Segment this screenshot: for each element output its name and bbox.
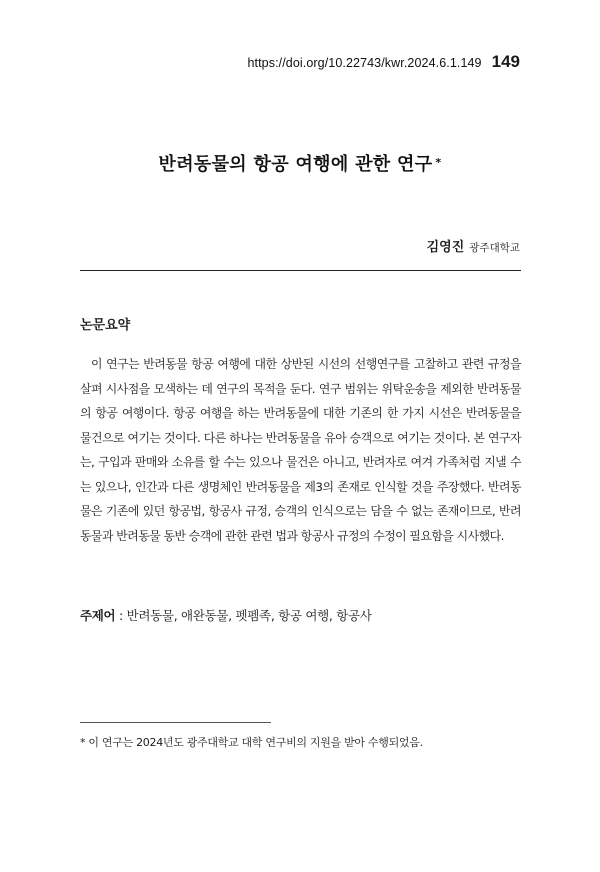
author-affiliation: 광주대학교	[469, 242, 520, 254]
header-divider	[80, 270, 521, 271]
footnote-divider	[80, 722, 271, 723]
author-block	[427, 236, 520, 255]
paper-title-text: 반려동물의 항공 여행에 관한 연구	[158, 154, 433, 175]
page-number: 149	[491, 52, 520, 71]
running-header	[247, 52, 520, 72]
author-name: 김영진	[426, 240, 465, 255]
title-footnote-marker[interactable]: *	[435, 156, 442, 169]
footnote: * 이 연구는 2024년도 광주대학교 대학 연구비의 지원을 받아 수행되었음.	[80, 736, 423, 749]
keywords-label: 주제어	[80, 608, 116, 623]
paper-title	[0, 150, 600, 176]
keywords-line	[80, 606, 521, 624]
keywords-separator: :	[115, 608, 127, 623]
doi-link[interactable]: https://doi.org/10.22743/kwr.2024.6.1.149	[247, 56, 482, 70]
abstract-heading: 논문요약	[80, 318, 131, 333]
abstract-body: 이 연구는 반려동물 항공 여행에 대한 상반된 시선의 선행연구를 고찰하고 관련 규정을 살펴 시사점을 모색하는 데 연구의 목적을 둔다. 연구 범위는 위탁운송을 제외한 반려동물의 항공 여행이다. 항공 여행을 하는 반려동물에 대한 기존의 한 가지 시선은 반려동물을 물건으로 여기는 것이다. 다른 하나는 반려동물을 유아 승객으로 여기는 것이다. 본 연구자는, 구입과 판매와 소유를 할 수는 있으나 물건은 아니고, 반려자로 여겨 가족처럼 지낼 수는 있으나, 인간과 다른 생명체인 반려동물을 제3의 존재로 인식할 것을 주장했다. 반려동물은 기존에 있던 항공법, 항공사 규정, 승객의 인식으로는 담을 수 없는 존재이므로, 반려동물과 반려동물 동반 승객에 관한 관련 법과 항공사 규정의 수정이 필요함을 시사했다.	[80, 357, 521, 543]
keywords-list: 반려동물, 애완동물, 펫펨족, 항공 여행, 항공사	[126, 608, 372, 623]
